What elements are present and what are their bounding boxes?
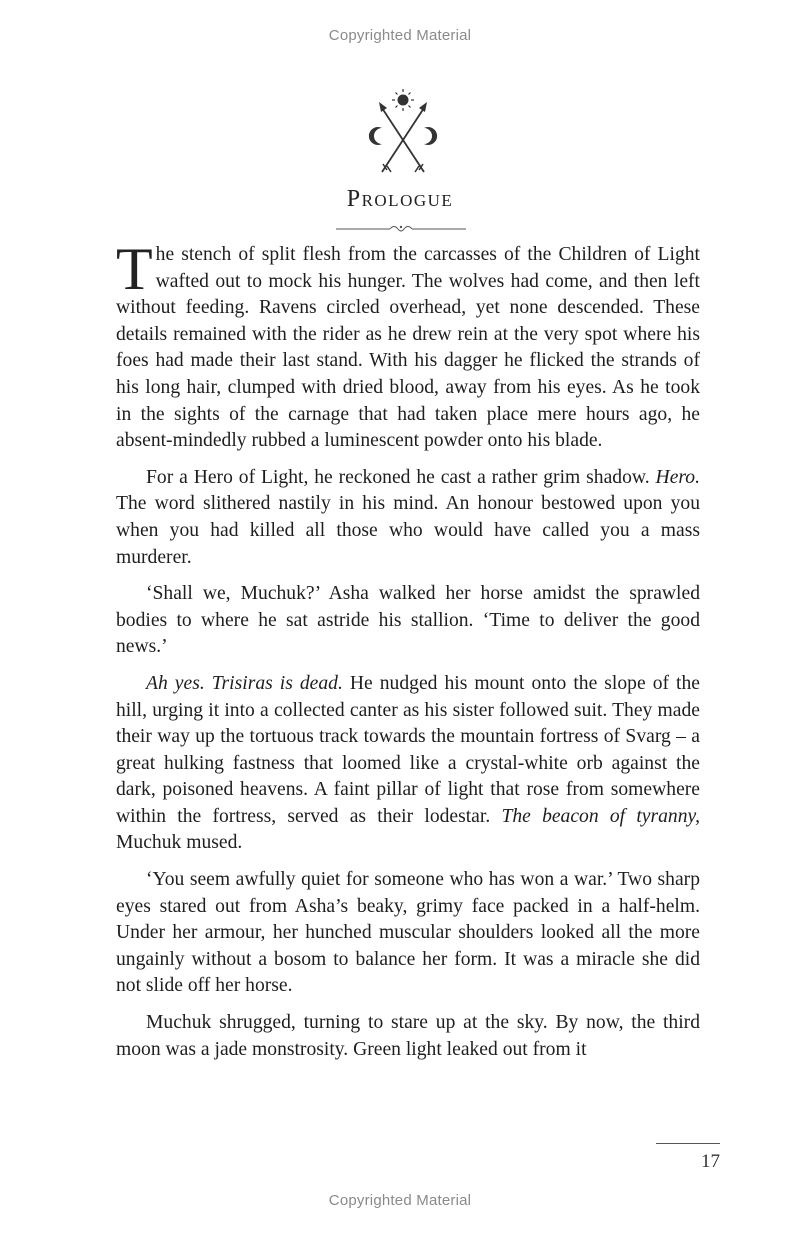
body-text — [116, 236, 701, 1073]
text-run: he stench of split flesh from the carcasses of the Children of Light wafted out to mock his hunger. The wolves had come, and then left without feeding. Ravens circled overhead, yet none descended. These details remained with the rider as he drew rein at the very spot where his foes had made their last stand. With his dagger he flicked the strands of his long hair, clumped with dried blood, away from his eyes. As he took in the sights of the carnage that had taken place mere hours ago, he absent-mindedly rubbed a luminescent powder onto his blade. — [116, 244, 700, 452]
drop-cap: T — [116, 236, 153, 302]
paragraph — [116, 465, 700, 571]
paragraph — [116, 581, 700, 661]
sun-icon — [392, 89, 414, 111]
watermark-bottom: Copyrighted Material — [328, 1192, 472, 1209]
text-run: Muchuk mused. — [116, 832, 243, 854]
page-number: 17 — [701, 1151, 720, 1172]
watermark-top: Copyrighted Material — [328, 27, 472, 44]
paragraph — [116, 671, 700, 857]
text-run: ‘You seem awfully quiet for someone who has won a war.’ Two sharp eyes stared out from Asha’s beaky, grimy face packed in a half-helm. Under her armour, her hunched muscular shoulders looked all the more ungainly without a bosom to balance her form. It was a miracle she did not slide off her horse. — [116, 869, 700, 997]
text-run: ‘Shall we, Muchuk?’ Asha walked her horse amidst the sprawled bodies to where he sat astride his stallion. ‘Time to deliver the good news.’ — [116, 583, 700, 658]
footer-rule — [656, 1143, 720, 1144]
paragraph — [116, 867, 700, 1000]
moon-left-icon — [369, 127, 382, 145]
flourish-divider-icon — [336, 222, 466, 236]
text-run: He nudged his mount onto the slope of the hill, urging it into a collected canter as his sister followed suit. They made their way up the tortuous track towards the mountain fortress of Svarg – a great hulking fastness that loomed like a crystal-white orb against the dark, poisoned heavens. A faint pillar of light that rose from somewhere within the fortress, served as their lodestar. — [116, 672, 700, 827]
chapter-title — [0, 186, 800, 213]
text-run: The word slithered nastily in his mind. An honour bestowed upon you when you had killed all those who would have called you a mass murderer. — [116, 493, 700, 568]
text-run: For a Hero of Light, he reckoned he cast a rather grim shadow. — [146, 466, 656, 488]
italic-text: The beacon of tyranny, — [501, 805, 701, 827]
chapter-title-rest: ROLOGUE — [361, 191, 454, 210]
text-run: Muchuk shrugged, turning to stare up at the sky. By now, the third moon was a jade monstrosity. Green light leaked out from it — [116, 1012, 700, 1060]
paragraph — [116, 1010, 700, 1063]
paragraph — [116, 236, 700, 455]
italic-text: Ah yes. Trisiras is dead. — [146, 672, 343, 694]
italic-text: Hero. — [655, 466, 700, 488]
moon-right-icon — [424, 127, 437, 145]
crossed-arrows-emblem-icon — [368, 88, 438, 180]
chapter-title-initial: P — [346, 186, 362, 212]
